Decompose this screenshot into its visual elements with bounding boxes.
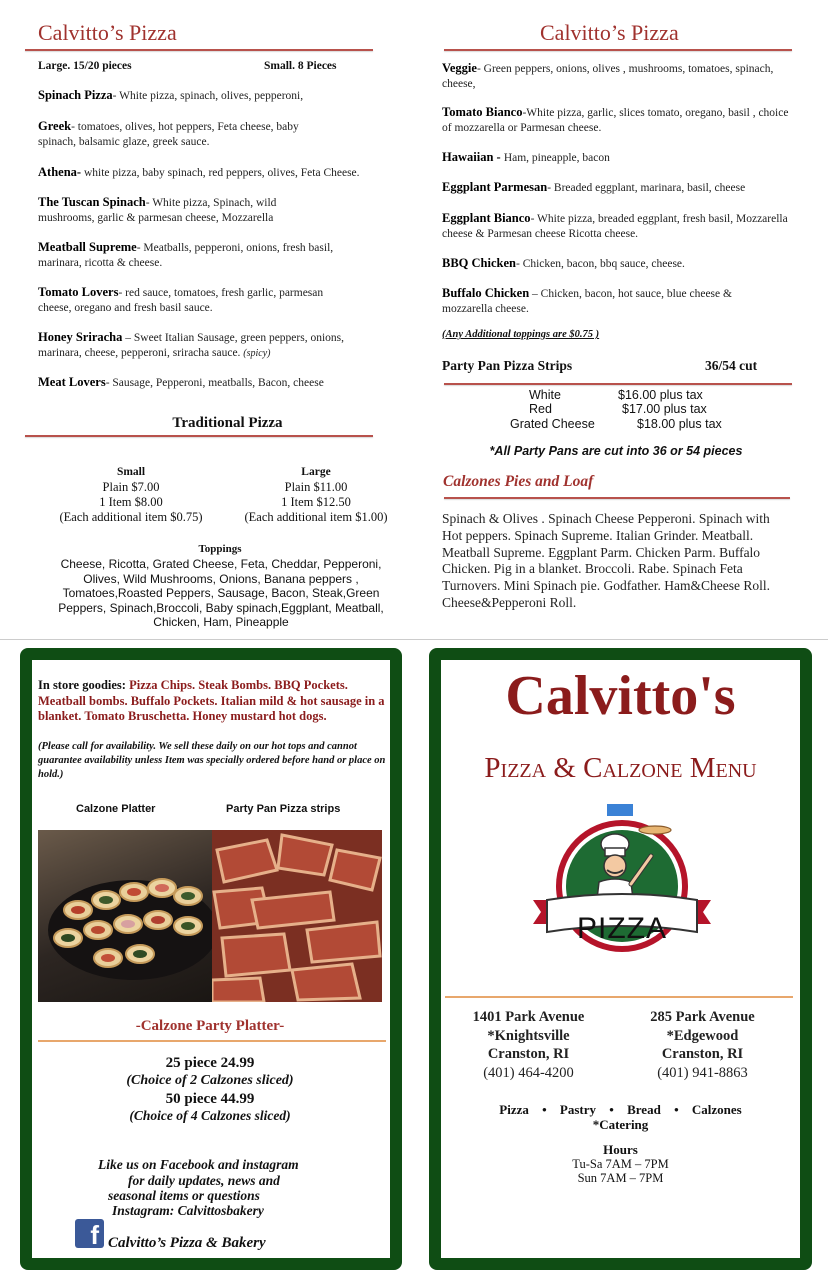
- photo2-caption: Party Pan Pizza strips: [226, 803, 341, 815]
- item-name: Spinach Pizza: [38, 88, 113, 102]
- bullet-separator: •: [609, 1102, 614, 1117]
- item-name: Greek: [38, 119, 72, 133]
- party-pan-photo: [212, 830, 382, 1002]
- size-large-label: Large. 15/20 pieces: [38, 60, 132, 72]
- left-bottom-panel: [32, 660, 390, 1258]
- item-desc: – Sweet Italian Sausage, green peppers, onions, marinara, cheese, pepperoni, sriracha sauce.: [38, 332, 345, 359]
- social-line-2: for daily updates, news and: [128, 1173, 280, 1188]
- brand-name: Calvitto's: [505, 665, 736, 727]
- goodies-items: Pizza Chips. Steak Bombs. BBQ Pockets. Meatball bombs. Buffalo Pockets. Italian mild & hot sausage in a blanket. Tomato Bruschetta. Honey mustard hot dogs.: [38, 678, 385, 723]
- item-desc: - White pizza, breaded eggplant, fresh basil, Mozzarella cheese & Parmesan cheese Ricotta cheese.: [442, 213, 788, 240]
- offering-bread: Bread: [627, 1102, 661, 1117]
- item-desc: - Breaded eggplant, marinara, basil, cheese: [547, 182, 746, 194]
- menu-item-bbq-chicken: [442, 256, 782, 272]
- item-name: Tomato Bianco: [442, 105, 523, 119]
- item-name: The Tuscan Spinach: [38, 195, 146, 209]
- item-desc: - Sausage, Pepperoni, meatballs, Bacon, cheese: [105, 377, 324, 389]
- item-desc: white pizza, baby spinach, red peppers, olives, Feta Cheese.: [81, 167, 360, 179]
- offering-calzones: Calzones: [691, 1102, 742, 1117]
- menu-item-meatball-supreme: [38, 240, 348, 271]
- party-pan-cut: 36/54 cut: [705, 358, 758, 373]
- offering-pastry: Pastry: [559, 1102, 597, 1117]
- item-name: Athena-: [38, 165, 82, 179]
- social-line-1: Like us on Facebook and instagram: [98, 1157, 299, 1172]
- loc2-phone[interactable]: (401) 941-8863: [657, 1064, 748, 1081]
- loc1-city: Cranston, RI: [487, 1046, 570, 1062]
- item-desc: - White pizza, spinach, olives, pepperoni,: [112, 90, 304, 102]
- menu-subtitle: Pizza & Calzone Menu: [484, 752, 757, 784]
- party-row-white-price: $16.00 plus tax: [618, 388, 703, 402]
- spicy-note: (spicy): [243, 348, 271, 359]
- loc1-area: *Knightsville: [487, 1027, 570, 1044]
- offerings-row: [441, 1102, 800, 1118]
- party-pan-image: [212, 830, 382, 1002]
- item-name: Meatball Supreme: [38, 240, 137, 254]
- loc1-street: 1401 Park Avenue: [472, 1009, 585, 1025]
- item-desc: - Meatballs, pepperoni, onions, fresh basil, marinara, ricotta & cheese.: [38, 242, 334, 269]
- pizza-chef-logo: [527, 804, 717, 960]
- party-row-red-price: $17.00 plus tax: [622, 402, 707, 416]
- party-row-red-name: Red: [529, 402, 552, 416]
- menu-item-tuscan: [38, 195, 328, 226]
- item-desc: - Green peppers, onions, olives , mushrooms, tomatoes, spinach, cheese,: [442, 63, 774, 90]
- large-label: Large: [301, 466, 331, 478]
- facebook-icon[interactable]: f: [75, 1219, 104, 1248]
- page-divider: [0, 639, 828, 640]
- traditional-rule: [25, 435, 373, 437]
- menu-item-athena: [38, 165, 398, 181]
- hours-weekday: Tu-Sa 7AM – 7PM: [572, 1157, 669, 1171]
- platter-25-choice: (Choice of 2 Calzones sliced): [126, 1073, 294, 1088]
- item-name: Honey Sriracha: [38, 330, 123, 344]
- item-desc: - red sauce, tomatoes, fresh garlic, parmesan cheese, oregano and fresh basil sauce.: [38, 287, 324, 314]
- catering-label: *Catering: [592, 1117, 649, 1132]
- item-name: Buffalo Chicken: [442, 286, 530, 300]
- item-name: BBQ Chicken: [442, 256, 516, 270]
- party-row-grated-name: Grated Cheese: [510, 417, 595, 431]
- party-row-white-name: White: [529, 388, 561, 402]
- toppings-list: Cheese, Ricotta, Grated Cheese, Feta, Cheddar, Pepperoni, Olives, Wild Mushrooms, Onions, Banana peppers , Tomatoes,Roasted Peppers, Sausage, Bacon, Steak,Green Peppers, Spinach,Broccoli, Baby spinach,Eggplant, Meatball, Chicken, Ham, Pineapple: [58, 557, 384, 629]
- party-pan-note: *All Party Pans are cut into 36 or 54 pieces: [489, 444, 743, 458]
- hours-title: Hours: [603, 1142, 638, 1157]
- menu-item-greek: [38, 119, 328, 150]
- right-title: Calvitto’s Pizza: [540, 20, 679, 45]
- item-desc: – Chicken, bacon, hot sauce, blue cheese & mozzarella cheese.: [442, 288, 732, 315]
- bullet-separator: •: [542, 1102, 547, 1117]
- item-desc: - Chicken, bacon, bbq sauce, cheese.: [515, 258, 685, 270]
- small-label: Small: [116, 466, 146, 478]
- item-desc: Ham, pineapple, bacon: [503, 152, 610, 164]
- goodies-label: In store goodies:: [38, 678, 130, 692]
- large-one-item: 1 Item $12.50: [281, 495, 351, 509]
- calzones-rule: [444, 497, 790, 499]
- offering-pizza: Pizza: [499, 1102, 529, 1117]
- left-title-rule: [25, 49, 373, 51]
- photo1-caption: Calzone Platter: [76, 803, 156, 815]
- calzone-platter-photo: [38, 830, 212, 1002]
- instagram-handle: Instagram: Calvittosbakery: [112, 1203, 264, 1218]
- small-prices: [40, 465, 222, 525]
- menu-item-eggplant-parmesan: [442, 180, 802, 196]
- party-row-grated-price: $18.00 plus tax: [637, 417, 722, 431]
- social-line-3: seasonal items or questions: [108, 1188, 260, 1203]
- calzone-platter-image: [38, 830, 212, 1002]
- menu-item-veggie: [442, 61, 782, 92]
- platter-50-choice: (Choice of 4 Calzones sliced): [129, 1108, 291, 1123]
- platter-25-piece: 25 piece 24.99: [165, 1055, 255, 1071]
- item-name: Eggplant Parmesan: [442, 180, 548, 194]
- in-store-goodies: [38, 678, 388, 725]
- menu-item-honey-sriracha: [38, 330, 358, 361]
- menu-item-hawaiian: [442, 150, 782, 166]
- large-prices: [244, 465, 388, 525]
- item-desc: -White pizza, garlic, slices tomato, oregano, basil , choice of mozzarella or Parmesan cheese.: [442, 107, 789, 134]
- loc2-street: 285 Park Avenue: [650, 1009, 755, 1025]
- item-name: Eggplant Bianco: [442, 211, 531, 225]
- platter-title: -Calzone Party Platter-: [135, 1018, 285, 1034]
- small-plain: Plain $7.00: [102, 480, 160, 494]
- large-plain: Plain $11.00: [284, 480, 348, 494]
- location-edgewood: [625, 1008, 780, 1082]
- size-small-label: Small. 8 Pieces: [264, 60, 337, 72]
- item-name: Tomato Lovers: [38, 285, 119, 299]
- item-name: Meat Lovers: [38, 375, 106, 389]
- platter-rule: [38, 1040, 386, 1042]
- menu-item-tomato-lovers: [38, 285, 328, 316]
- party-pan-title: Party Pan Pizza Strips: [442, 358, 573, 373]
- item-desc: - White pizza, Spinach, wild mushrooms, garlic & parmesan cheese, Mozzarella: [38, 197, 277, 224]
- additional-toppings-note: (Any Additional toppings are $0.75 ): [442, 329, 600, 340]
- loc2-city: Cranston, RI: [661, 1046, 744, 1062]
- menu-item-eggplant-bianco: [442, 211, 802, 242]
- large-additional: (Each additional item $1.00): [244, 510, 388, 524]
- platter-50-piece: 50 piece 44.99: [165, 1091, 255, 1107]
- left-title: Calvitto’s Pizza: [38, 20, 177, 45]
- toppings-title: Toppings: [198, 543, 242, 555]
- right-title-rule: [444, 49, 792, 51]
- calzones-list: Spinach & Olives . Spinach Cheese Pepperoni. Spinach with Hot peppers. Spinach Supreme. Italian Grinder. Meatball. Meatball Supreme. Eggplant Parm. Chicken Parm. Buffalo Chicken. Pig in a blanket. Broccoli. Rabe. Spinach Feta Turnovers. Mini Spinach pie. Godfather. Ham&Cheese Roll. Cheese&Pepperoni Roll.: [442, 511, 770, 610]
- loc2-area: *Edgewood: [666, 1027, 739, 1044]
- right-bottom-panel: [441, 660, 800, 1258]
- menu-item-buffalo-chicken: [442, 286, 782, 317]
- goodies-availability-note: (Please call for availability. We sell these daily on our hot tops and cannot guarantee availability unless Item was specially ordered before hand or place on hold.): [38, 741, 386, 780]
- small-one-item: 1 Item $8.00: [99, 495, 163, 509]
- small-additional: (Each additional item $0.75): [59, 510, 203, 524]
- loc1-phone[interactable]: (401) 464-4200: [483, 1064, 574, 1081]
- party-pan-rule: [444, 383, 792, 385]
- bullet-separator: •: [674, 1102, 679, 1117]
- traditional-pizza-title: Traditional Pizza: [172, 415, 283, 431]
- logo-pizza-text: PIZZA: [576, 912, 667, 945]
- item-name: Veggie: [442, 61, 477, 75]
- platter-prices: [38, 1054, 382, 1124]
- hours-sunday: Sun 7AM – 7PM: [577, 1171, 664, 1185]
- item-desc: - tomatoes, olives, hot peppers, Feta cheese, baby spinach, balsamic glaze, greek sauce.: [38, 121, 299, 148]
- menu-item-spinach: [38, 88, 378, 104]
- item-name: Hawaiian -: [442, 150, 504, 164]
- location-knightsville: [451, 1008, 606, 1082]
- menu-item-tomato-bianco: [442, 105, 797, 136]
- menu-item-meat-lovers: [38, 375, 328, 391]
- calzones-title: Calzones Pies and Loaf: [443, 473, 594, 490]
- facebook-page-name[interactable]: Calvitto’s Pizza & Bakery: [108, 1235, 266, 1251]
- address-rule: [445, 996, 793, 998]
